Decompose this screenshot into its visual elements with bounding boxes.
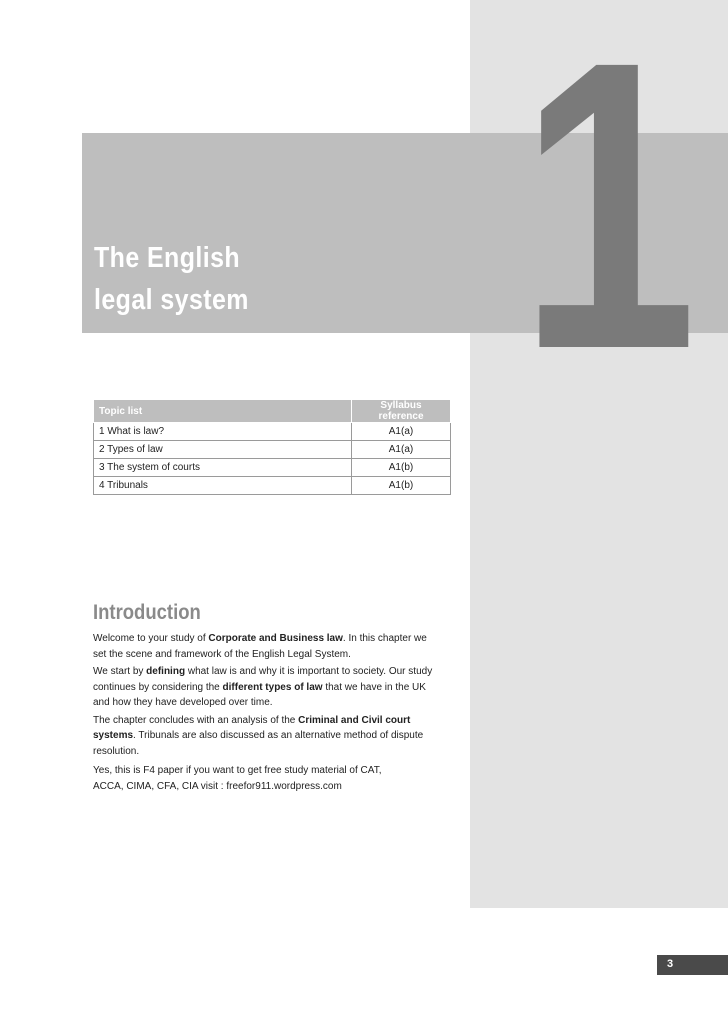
reference-cell: A1(b) — [352, 477, 451, 495]
introduction-paragraph-3: The chapter concludes with an analysis of the Criminal and Civil court systems. Tribunals are also discussed as an alternative method of dispute resolution. — [93, 714, 424, 757]
introduction-paragraph-2: We start by defining what law is and why it is important to society. Our study continues by considering the different types of law that we have in the UK and how they have developed over time. — [93, 666, 433, 708]
page-number-box — [657, 955, 728, 975]
table-row — [94, 423, 451, 441]
topic-cell: 1 What is law? — [94, 423, 352, 441]
introduction-section — [93, 600, 438, 796]
chapter-title — [94, 237, 249, 321]
table-row — [94, 441, 451, 459]
chapter-title-line-1: The English — [94, 242, 241, 274]
syllabus-reference-header: Syllabus reference — [352, 400, 451, 423]
topic-cell: 4 Tribunals — [94, 477, 352, 495]
chapter-title-line-2: legal system — [94, 284, 249, 316]
introduction-paragraph-1: Welcome to your study of Corporate and Business law. In this chapter we set the scene and framework of the English Legal System. — [93, 633, 427, 660]
table-row — [94, 477, 451, 495]
topic-list-header: Topic list — [94, 400, 352, 423]
reference-cell: A1(a) — [352, 441, 451, 459]
promo-note: Yes, this is F4 paper if you want to get free study material of CAT, ACCA, CIMA, CFA, CIA visit : freefor911.wordpress.com — [93, 765, 382, 792]
page-number: 3 — [667, 958, 674, 970]
reference-cell: A1(a) — [352, 423, 451, 441]
chapter-number: 1 — [519, 0, 690, 434]
introduction-heading: Introduction — [93, 601, 201, 624]
topic-cell: 3 The system of courts — [94, 459, 352, 477]
table-header-row — [94, 400, 451, 423]
topic-list-table — [93, 399, 451, 495]
topic-cell: 2 Types of law — [94, 441, 352, 459]
reference-cell: A1(b) — [352, 459, 451, 477]
table-row — [94, 459, 451, 477]
